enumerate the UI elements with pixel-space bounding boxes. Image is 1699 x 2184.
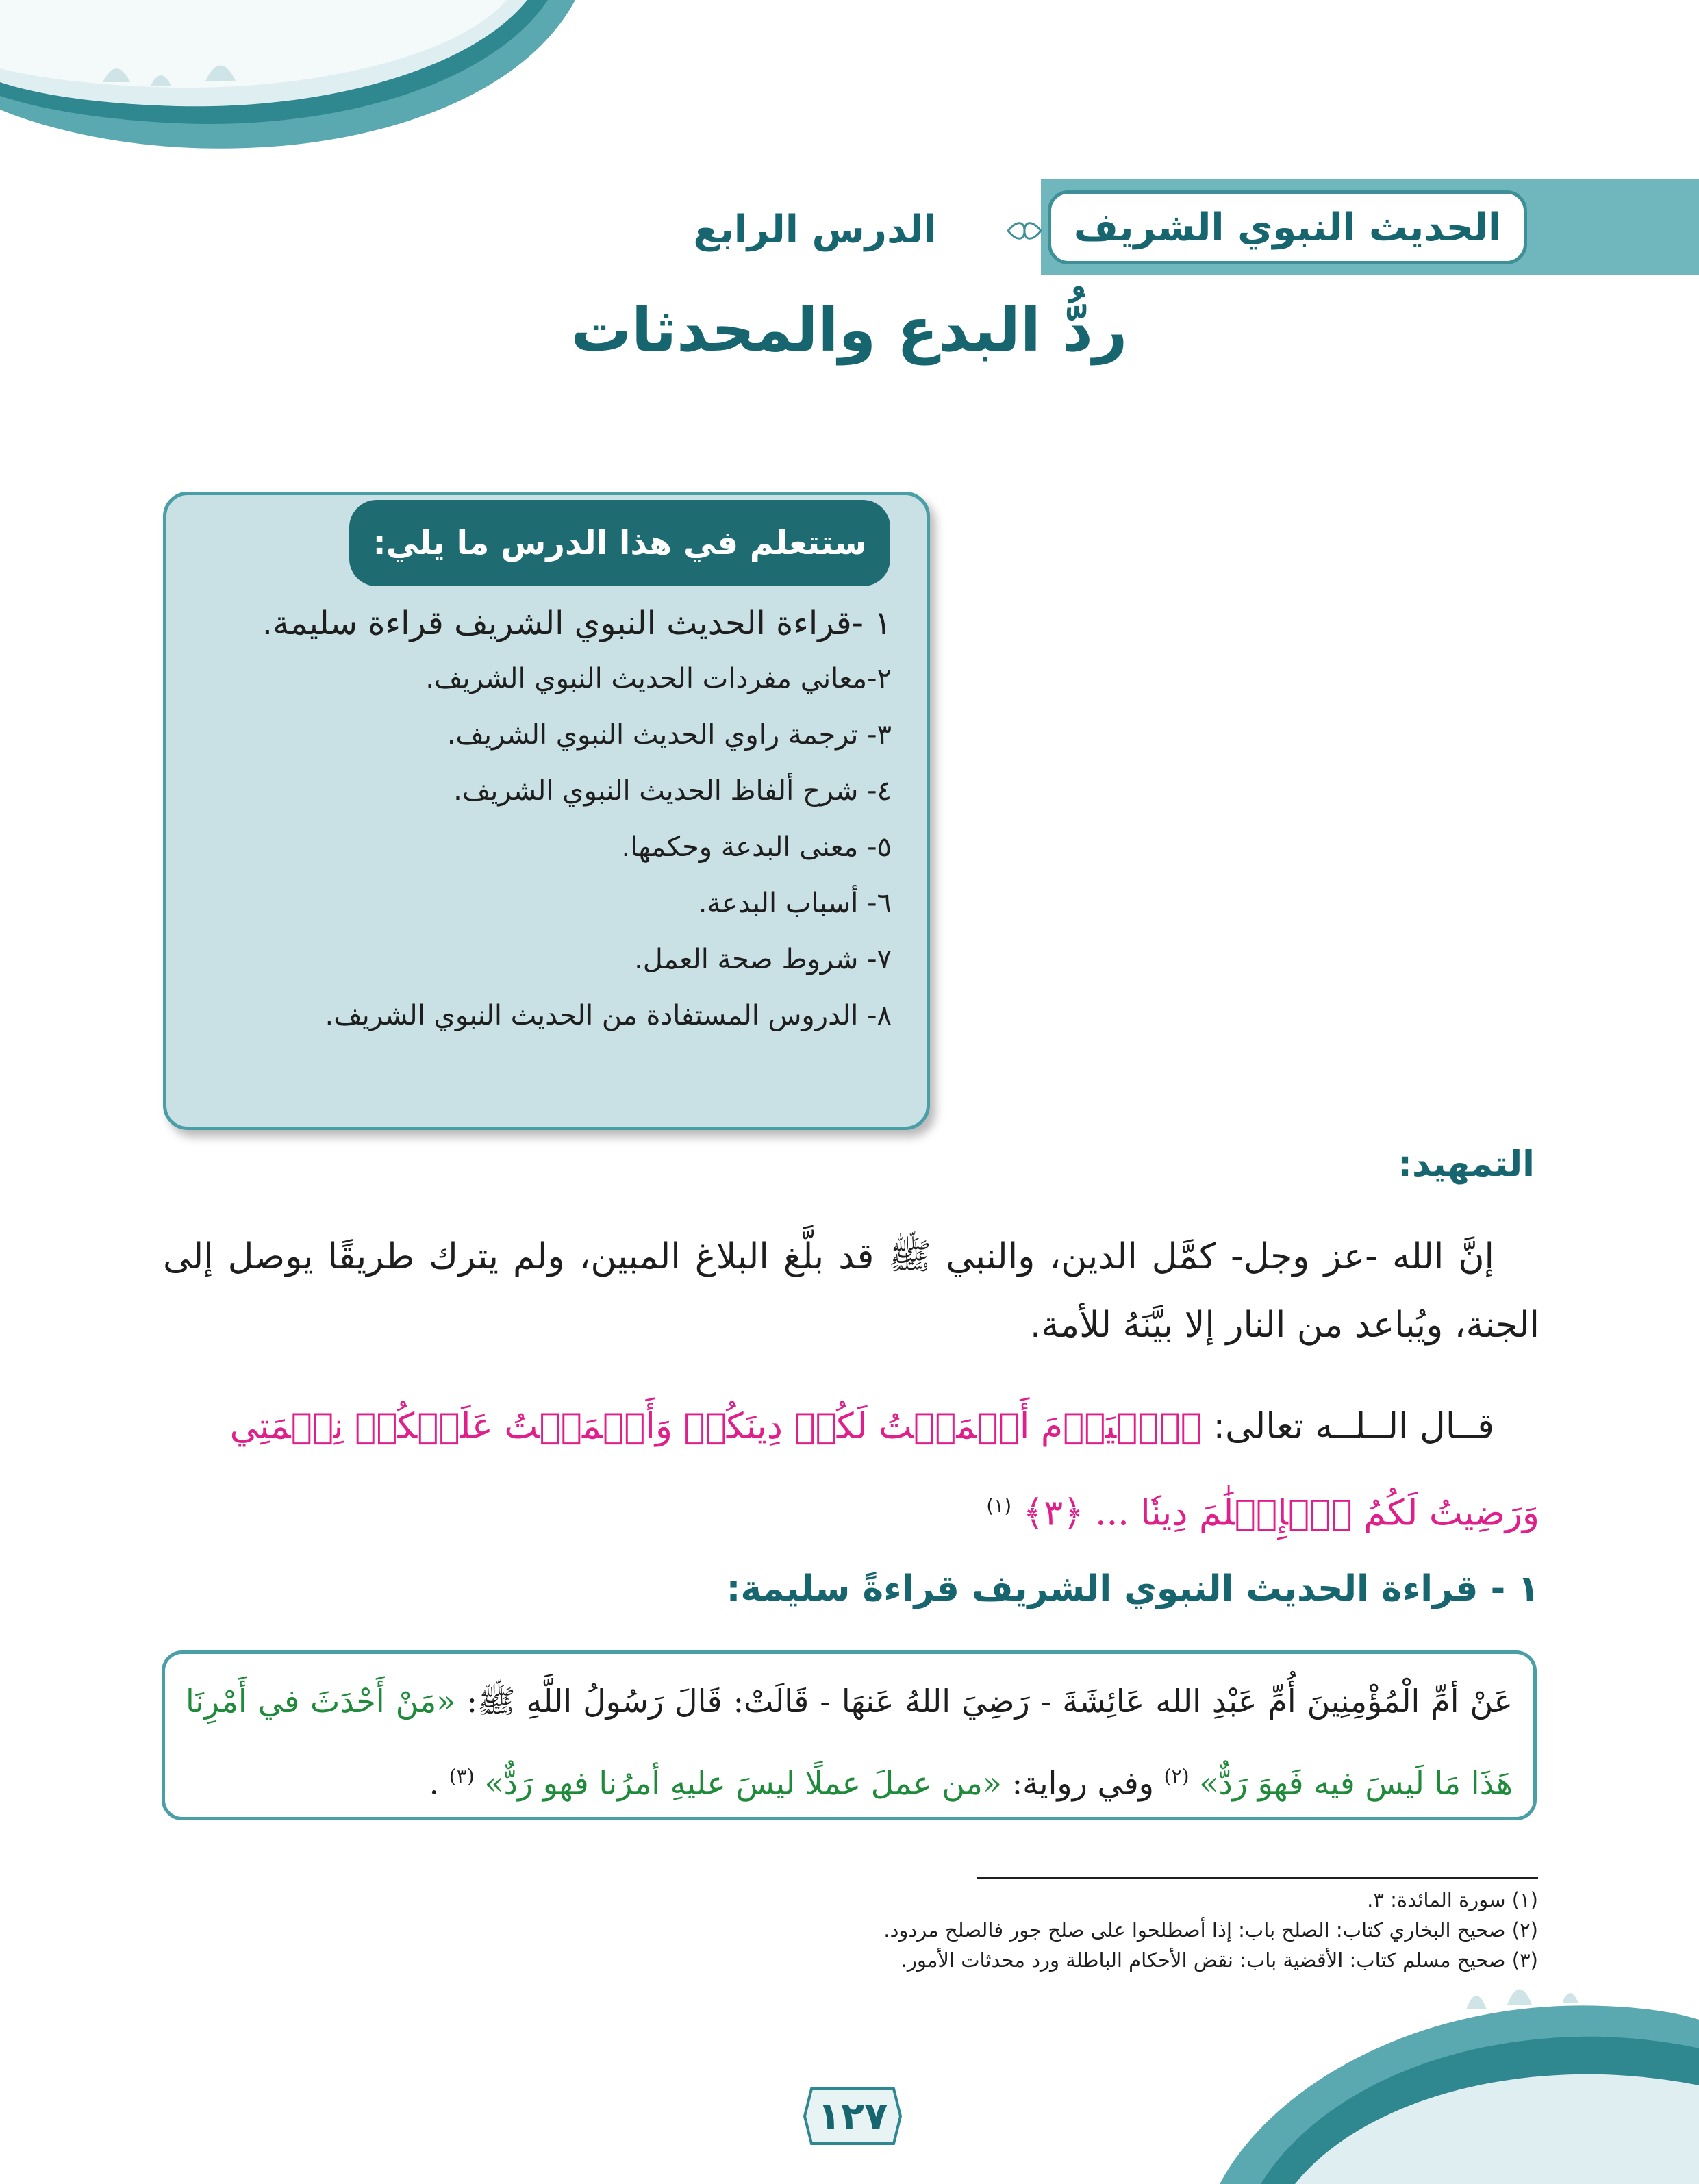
flower-ornament-icon [1005,214,1044,248]
intro-paragraph: إنَّ الله -عز وجل- كمَّل الدين، والنبي ﷺ قد بلَّغ البلاغ المبين، ولم يترك طريقًا يوصل إلى الجنة، ويُباعد من النار إلا بيَّنَهُ للأمة. [163,1236,1539,1346]
objective-item: ٣- ترجمة راوي الحديث النبوي الشريف. [446,719,892,751]
verse-intro: قــال الــلــه تعالى: [1213,1406,1494,1447]
footnote: (٣) صحيح مسلم كتاب: الأقضية باب: نقض الأحكام الباطلة ورد محدثات الأمور. [901,1948,1538,1972]
objective-item: ٥- معنى البدعة وحكمها. [621,831,892,863]
objective-item: ١ -قراءة الحديث النبوي الشريف قراءة سليمة. [262,604,892,642]
objectives-heading: ستتعلم في هذا الدرس ما يلي: [349,500,890,586]
page-number-badge [798,2082,907,2150]
hadith-box [162,1650,1537,1820]
objective-item: ٨- الدروس المستفادة من الحديث النبوي الشريف. [325,1000,892,1031]
ayah-number-marker: ﴿٣﴾ [1022,1492,1084,1534]
subject-title: الحديث النبوي الشريف [1048,190,1527,264]
footnote-divider [977,1877,1538,1879]
footnote: (١) سورة المائدة: ٣. [1367,1888,1538,1911]
footnote: (٢) صحيح البخاري كتاب: الصلح باب: إذا أصطلحوا على صلح جور فالصلح مردود. [883,1918,1538,1942]
lesson-title: ردُّ البدع والمحدثات [570,294,1128,365]
section-heading: ١ - قراءة الحديث النبوي الشريف قراءةً سليمة: [726,1568,1539,1609]
narration-text: «من عملَ عملًا ليسَ عليهِ أمرُنا فهو رَدٌّ» [484,1764,1003,1802]
footnote-ref: (٣) [449,1765,475,1787]
sentence-end: . [429,1764,440,1802]
footnote-ref: (١) [986,1494,1012,1517]
lesson-label: الدرس الرابع [693,207,937,252]
objective-item: ٤- شرح ألفاظ الحديث النبوي الشريف. [453,775,892,807]
hadith-intro: عَنْ أمِّ الْمُؤْمِنِينَ أُمِّ عَبْدِ الله عَائِشَةَ - رَضِيَ اللهُ عَنهَا - قَالَتْ: قَالَ رَسُولُ اللَّهِ ﷺ: [466,1683,1513,1720]
quran-verse-block [163,1387,1539,1553]
objectives-list [179,603,892,1055]
objective-item: ٢-معاني مفردات الحديث النبوي الشريف. [425,663,892,694]
objective-item: ٧- شروط صحة العمل. [634,944,892,975]
hadith-text: «مَنْ أَحْدَثَ في أَمْرِنَا هَذَا مَا لَيسَ فيه فَهوَ رَدٌّ» [186,1683,1513,1802]
footnote-ref: (٢) [1163,1765,1190,1787]
narration-label: وفي رواية: [1011,1764,1154,1802]
objective-item: ٦- أسباب البدعة. [698,888,892,919]
corner-decoration-bottom [1220,1958,1699,2184]
page-number: ١٢٧ [817,2094,888,2139]
corner-decoration-top [0,0,575,164]
quran-verse: ﴿ٱلۡيَوۡمَ أَكۡمَلۡتُ لَكُمۡ دِينَكُمۡ وَأَتۡمَمۡتُ عَلَيۡكُمۡ نِعۡمَتِي وَرَضِيتُ لَكُمُ ٱلۡإِسۡلَٰمَ دِينٗا ... [229,1406,1539,1534]
intro-heading: التمهيد: [1398,1144,1535,1185]
footnotes [548,1885,1538,1975]
